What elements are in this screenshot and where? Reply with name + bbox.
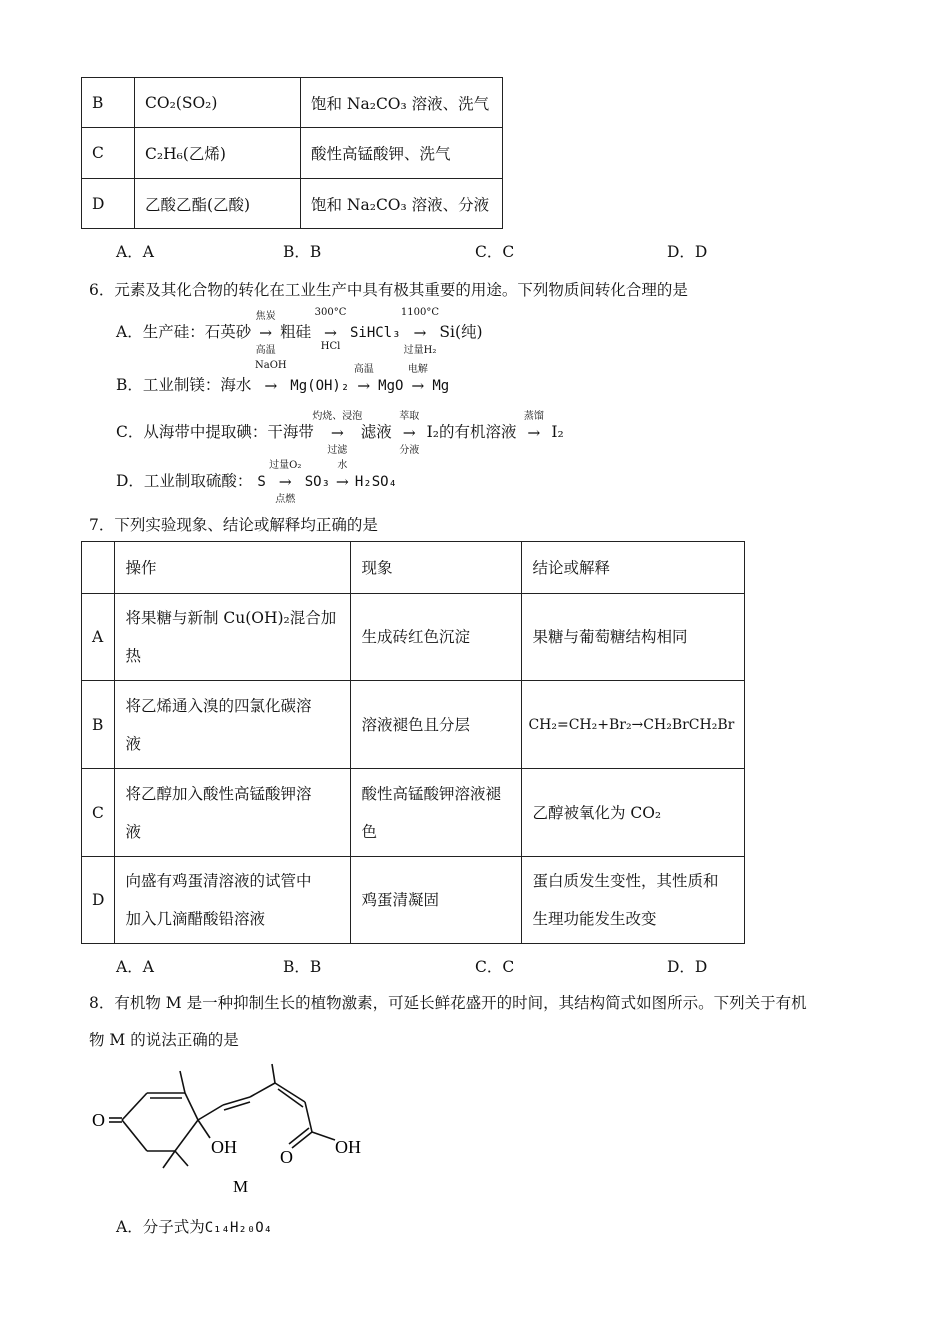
species: MgO xyxy=(378,378,404,394)
row-label: B xyxy=(82,78,135,128)
table-row xyxy=(82,594,745,681)
answer-option-d: D．D xyxy=(667,958,708,976)
option-label: D．工业制取硫酸： xyxy=(116,472,253,490)
reaction-arrow: 电解 → xyxy=(407,364,428,395)
q6-option-c xyxy=(116,411,564,456)
structure-of-m xyxy=(80,1060,400,1200)
q6-option-d xyxy=(116,460,398,505)
answer-option-b: B．B xyxy=(283,243,322,261)
table-row xyxy=(82,128,503,179)
observation-cell: 酸性高锰酸钾溶液褪 色 xyxy=(351,769,522,857)
substance-cell: 乙酸乙酯(乙酸) xyxy=(135,179,301,229)
oh-ring-label: OH xyxy=(211,1137,237,1157)
observation-cell: 生成砖红色沉淀 xyxy=(351,594,522,681)
table-row xyxy=(82,681,745,769)
table-row xyxy=(82,78,503,128)
answer-option-a: A．A xyxy=(116,958,154,976)
substance-cell: CO₂(SO₂) xyxy=(135,78,301,128)
header-cell: 操作 xyxy=(115,542,351,594)
substance-cell: C₂H₆(乙烯) xyxy=(135,128,301,179)
reaction-arrow: 灼烧、浸泡 → 过滤 xyxy=(312,411,363,456)
reaction-arrow: 高温 → xyxy=(353,364,374,395)
species: Mg(OH)₂ xyxy=(290,378,350,394)
header-cell: 结论或解释 xyxy=(522,542,745,594)
row-label: D xyxy=(82,179,135,229)
answer-option-a: A．A xyxy=(116,243,154,261)
table-row xyxy=(82,857,745,944)
conclusion-cell: 乙醇被氧化为 CO₂ xyxy=(522,769,745,857)
row-label: A xyxy=(82,594,115,681)
molecular-formula: C₁₄H₂₀O₄ xyxy=(204,1220,273,1236)
conclusion-cell: 蛋白质发生变性，其性质和 生理功能发生改变 xyxy=(522,857,745,944)
reaction-arrow: 1100°C → 过量H₂ xyxy=(400,307,440,356)
table-row xyxy=(82,769,745,857)
row-label: C xyxy=(82,769,115,857)
o-ketone-label: O xyxy=(92,1110,105,1130)
method-cell: 饱和 Na₂CO₃ 溶液、洗气 xyxy=(301,78,503,128)
question-6-stem: 6．元素及其化合物的转化在工业生产中具有极其重要的用途。下列物质间转化合理的是 xyxy=(89,281,688,299)
question-7-stem: 7．下列实验现象、结论或解释均正确的是 xyxy=(89,516,378,534)
species: H₂SO₄ xyxy=(354,474,398,490)
q8-option-a xyxy=(116,1215,272,1237)
answer-option-d: D．D xyxy=(667,243,708,261)
table-header-row xyxy=(82,542,745,594)
reaction-arrow: 300°C → HCl xyxy=(314,307,347,352)
option-label: B．工业制镁：海水 xyxy=(116,376,252,394)
q6-option-b xyxy=(116,360,450,395)
option-label: C．从海带中提取碘：干海带 xyxy=(116,423,314,441)
molecule-name: M xyxy=(233,1177,249,1196)
reaction-arrow: 焦炭 → 高温 xyxy=(255,311,276,356)
experiment-table xyxy=(81,541,745,944)
species: Si(纯) xyxy=(439,323,483,341)
species: SO₃ xyxy=(304,474,330,490)
species: S xyxy=(257,474,266,490)
reaction-arrow: 过量O₂ → 点燃 xyxy=(269,460,302,505)
header-cell xyxy=(82,542,115,594)
operation-cell: 将果糖与新制 Cu(OH)₂混合加 热 xyxy=(115,594,351,681)
operation-cell: 将乙烯通入溴的四氯化碳溶 液 xyxy=(115,681,351,769)
row-label: C xyxy=(82,128,135,179)
reaction-arrow: 水 → xyxy=(335,460,349,491)
species: I₂ xyxy=(551,423,564,441)
reaction-arrow: NaOH → xyxy=(255,360,287,395)
answer-option-c: C．C xyxy=(475,958,515,976)
option-label: A．生产硅：石英砂 xyxy=(116,323,252,341)
question-8-stem-line1: 8．有机物 M 是一种抑制生长的植物激素，可延长鲜花盛开的时间，其结构简式如图所示。下列关于有机 xyxy=(89,994,807,1012)
species: SiHCl₃ xyxy=(349,325,401,341)
q6-option-a xyxy=(116,307,483,356)
species: I₂的有机溶液 xyxy=(426,423,517,441)
operation-cell: 将乙醇加入酸性高锰酸钾溶 液 xyxy=(115,769,351,857)
separation-table xyxy=(81,77,503,229)
species: 粗硅 xyxy=(280,323,312,341)
conclusion-cell: CH₂=CH₂+Br₂→CH₂BrCH₂Br xyxy=(522,681,745,769)
observation-cell: 鸡蛋清凝固 xyxy=(351,857,522,944)
oh-acid-label: OH xyxy=(335,1137,361,1157)
species: Mg xyxy=(432,378,450,394)
method-cell: 饱和 Na₂CO₃ 溶液、分液 xyxy=(301,179,503,229)
species: 滤液 xyxy=(360,423,392,441)
row-label: B xyxy=(82,681,115,769)
conclusion-cell: 果糖与葡萄糖结构相同 xyxy=(522,594,745,681)
observation-cell: 溶液褪色且分层 xyxy=(351,681,522,769)
reaction-arrow: 萃取 → 分液 xyxy=(399,411,420,456)
row-label: D xyxy=(82,857,115,944)
answer-option-b: B．B xyxy=(283,958,322,976)
option-label: A．分子式为 xyxy=(116,1218,205,1236)
reaction-arrow: 蒸馏 → xyxy=(523,411,544,442)
operation-cell: 向盛有鸡蛋清溶液的试管中 加入几滴醋酸铅溶液 xyxy=(115,857,351,944)
header-cell: 现象 xyxy=(351,542,522,594)
method-cell: 酸性高锰酸钾、洗气 xyxy=(301,128,503,179)
question-8-stem-line2: 物 M 的说法正确的是 xyxy=(89,1031,239,1049)
table-row xyxy=(82,179,503,229)
o-acid-label: O xyxy=(280,1147,293,1167)
answer-option-c: C．C xyxy=(475,243,515,261)
